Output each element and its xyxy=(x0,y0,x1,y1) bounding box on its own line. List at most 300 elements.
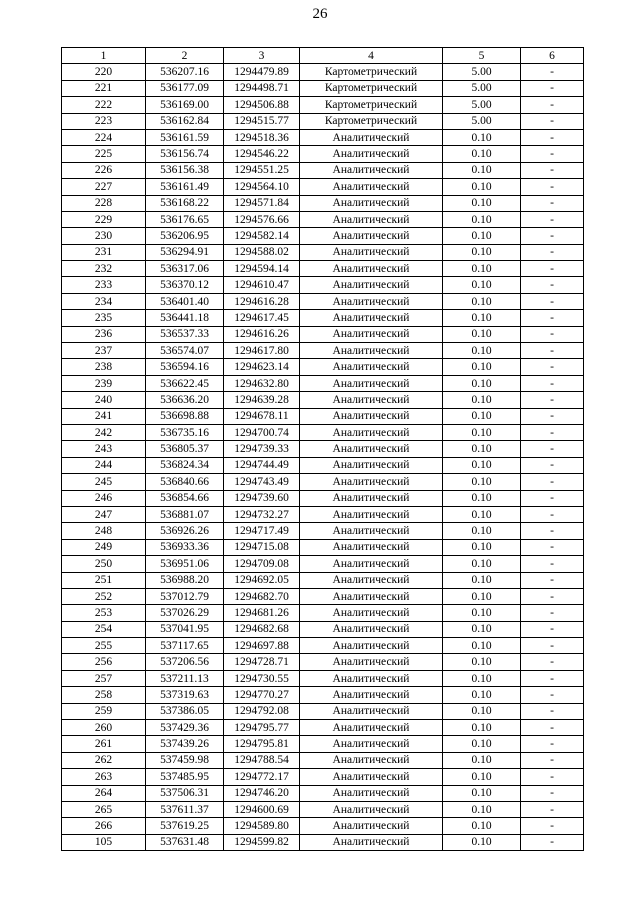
table-row xyxy=(62,556,584,572)
table-cell: 537459.98 xyxy=(146,752,224,768)
table-cell: 537429.36 xyxy=(146,720,224,736)
table-cell: 1294788.54 xyxy=(224,752,300,768)
table-cell: 536169.00 xyxy=(146,97,224,113)
table-cell: 536594.16 xyxy=(146,359,224,375)
table-cell: - xyxy=(521,326,584,342)
table-cell: 243 xyxy=(62,441,146,457)
table-cell: 536206.95 xyxy=(146,228,224,244)
table-cell: 258 xyxy=(62,687,146,703)
table-cell: 0.10 xyxy=(443,375,521,391)
table-cell: 236 xyxy=(62,326,146,342)
table-cell: - xyxy=(521,228,584,244)
table-cell: - xyxy=(521,752,584,768)
table-cell: Аналитический xyxy=(300,375,443,391)
table-cell: 256 xyxy=(62,654,146,670)
table-cell: 537506.31 xyxy=(146,785,224,801)
table-cell: 0.10 xyxy=(443,490,521,506)
table-cell: 251 xyxy=(62,572,146,588)
table-cell: Аналитический xyxy=(300,392,443,408)
table-cell: Аналитический xyxy=(300,424,443,440)
table-cell: 1294515.77 xyxy=(224,113,300,129)
table-cell: 536161.59 xyxy=(146,129,224,145)
table-cell: - xyxy=(521,457,584,473)
table-cell: 0.10 xyxy=(443,162,521,178)
column-header: 4 xyxy=(300,48,443,64)
table-body xyxy=(62,64,584,851)
table-cell: 235 xyxy=(62,310,146,326)
table-cell: 536294.91 xyxy=(146,244,224,260)
column-header: 3 xyxy=(224,48,300,64)
table-row xyxy=(62,720,584,736)
table-cell: - xyxy=(521,375,584,391)
table-cell: - xyxy=(521,720,584,736)
table-cell: 1294616.28 xyxy=(224,293,300,309)
table-cell: 228 xyxy=(62,195,146,211)
table-cell: - xyxy=(521,670,584,686)
table-cell: 1294744.49 xyxy=(224,457,300,473)
table-cell: - xyxy=(521,244,584,260)
table-cell: Аналитический xyxy=(300,621,443,637)
table-cell: 1294594.14 xyxy=(224,261,300,277)
table-row xyxy=(62,490,584,506)
table-cell: 250 xyxy=(62,556,146,572)
table-cell: Аналитический xyxy=(300,523,443,539)
table-cell: 221 xyxy=(62,80,146,96)
table-cell: - xyxy=(521,64,584,80)
table-cell: 536881.07 xyxy=(146,506,224,522)
table-cell: 536988.20 xyxy=(146,572,224,588)
table-cell: - xyxy=(521,113,584,129)
table-cell: 1294700.74 xyxy=(224,424,300,440)
table-cell: 0.10 xyxy=(443,441,521,457)
table-cell: Аналитический xyxy=(300,293,443,309)
table-cell: Аналитический xyxy=(300,129,443,145)
table-row xyxy=(62,310,584,326)
table-cell: 0.10 xyxy=(443,556,521,572)
table-cell: 264 xyxy=(62,785,146,801)
table-cell: 225 xyxy=(62,146,146,162)
table-cell: 1294770.27 xyxy=(224,687,300,703)
table-cell: Аналитический xyxy=(300,506,443,522)
table-cell: 259 xyxy=(62,703,146,719)
table-cell: 0.10 xyxy=(443,310,521,326)
table-row xyxy=(62,769,584,785)
table-cell: 220 xyxy=(62,64,146,80)
table-cell: Аналитический xyxy=(300,441,443,457)
table-cell: 0.10 xyxy=(443,588,521,604)
table-cell: 1294551.25 xyxy=(224,162,300,178)
table-row xyxy=(62,605,584,621)
table-cell: Аналитический xyxy=(300,654,443,670)
table-cell: 1294792.08 xyxy=(224,703,300,719)
table-cell: 237 xyxy=(62,343,146,359)
table-cell: 0.10 xyxy=(443,277,521,293)
table-cell: - xyxy=(521,261,584,277)
table-cell: 255 xyxy=(62,638,146,654)
table-cell: - xyxy=(521,638,584,654)
table-cell: 5.00 xyxy=(443,113,521,129)
table-cell: 233 xyxy=(62,277,146,293)
table-cell: 1294479.89 xyxy=(224,64,300,80)
table-cell: - xyxy=(521,490,584,506)
table-cell: Аналитический xyxy=(300,490,443,506)
table-cell: 536537.33 xyxy=(146,326,224,342)
table-cell: 1294697.88 xyxy=(224,638,300,654)
table-cell: - xyxy=(521,703,584,719)
table-cell: 242 xyxy=(62,424,146,440)
table-cell: Аналитический xyxy=(300,556,443,572)
table-cell: 238 xyxy=(62,359,146,375)
table-cell: 0.10 xyxy=(443,752,521,768)
table-cell: 5.00 xyxy=(443,97,521,113)
table-row xyxy=(62,146,584,162)
table-row xyxy=(62,818,584,834)
table-cell: - xyxy=(521,359,584,375)
table-cell: 261 xyxy=(62,736,146,752)
table-cell: 1294730.55 xyxy=(224,670,300,686)
table-cell: 1294623.14 xyxy=(224,359,300,375)
table-cell: 537012.79 xyxy=(146,588,224,604)
table-row xyxy=(62,129,584,145)
table-cell: 230 xyxy=(62,228,146,244)
table-cell: 0.10 xyxy=(443,228,521,244)
table-cell: 232 xyxy=(62,261,146,277)
table-cell: Аналитический xyxy=(300,818,443,834)
table-cell: 5.00 xyxy=(443,80,521,96)
table-cell: 536176.65 xyxy=(146,211,224,227)
table-cell: Аналитический xyxy=(300,244,443,260)
table-cell: 265 xyxy=(62,801,146,817)
table-cell: 536168.22 xyxy=(146,195,224,211)
table-cell: 536933.36 xyxy=(146,539,224,555)
table-cell: 263 xyxy=(62,769,146,785)
table-cell: 536622.45 xyxy=(146,375,224,391)
table-cell: 227 xyxy=(62,179,146,195)
table-cell: 260 xyxy=(62,720,146,736)
column-header: 2 xyxy=(146,48,224,64)
table-cell: 1294715.08 xyxy=(224,539,300,555)
table-cell: 1294600.69 xyxy=(224,801,300,817)
table-cell: - xyxy=(521,556,584,572)
table-cell: 536317.06 xyxy=(146,261,224,277)
table-cell: 1294709.08 xyxy=(224,556,300,572)
table-cell: Аналитический xyxy=(300,261,443,277)
table-cell: 1294571.84 xyxy=(224,195,300,211)
table-cell: 226 xyxy=(62,162,146,178)
table-cell: 0.10 xyxy=(443,343,521,359)
table-cell: 536162.84 xyxy=(146,113,224,129)
table-cell: Аналитический xyxy=(300,785,443,801)
table-row xyxy=(62,654,584,670)
table-cell: 537386.05 xyxy=(146,703,224,719)
table-cell: 536805.37 xyxy=(146,441,224,457)
table-row xyxy=(62,670,584,686)
table-cell: - xyxy=(521,588,584,604)
table-row xyxy=(62,244,584,260)
table-cell: - xyxy=(521,834,584,850)
table-cell: 537439.26 xyxy=(146,736,224,752)
table-cell: 537631.48 xyxy=(146,834,224,850)
table-row xyxy=(62,457,584,473)
table-cell: 0.10 xyxy=(443,801,521,817)
table-cell: 536574.07 xyxy=(146,343,224,359)
table-cell: - xyxy=(521,343,584,359)
table-cell: 0.10 xyxy=(443,359,521,375)
table-cell: Аналитический xyxy=(300,834,443,850)
table-cell: - xyxy=(521,523,584,539)
table-cell: 537041.95 xyxy=(146,621,224,637)
table-cell: 536177.09 xyxy=(146,80,224,96)
table-cell: 1294582.14 xyxy=(224,228,300,244)
table-row xyxy=(62,277,584,293)
table-cell: - xyxy=(521,621,584,637)
table-cell: Аналитический xyxy=(300,343,443,359)
table-row xyxy=(62,261,584,277)
table-cell: Картометрический xyxy=(300,64,443,80)
table-cell: 266 xyxy=(62,818,146,834)
table-cell: 0.10 xyxy=(443,424,521,440)
table-cell: 537026.29 xyxy=(146,605,224,621)
table-cell: 1294743.49 xyxy=(224,474,300,490)
table-cell: 536824.34 xyxy=(146,457,224,473)
table-cell: 0.10 xyxy=(443,408,521,424)
table-cell: 254 xyxy=(62,621,146,637)
table-row xyxy=(62,228,584,244)
table-cell: 248 xyxy=(62,523,146,539)
table-cell: 536207.16 xyxy=(146,64,224,80)
table-cell: Аналитический xyxy=(300,801,443,817)
table-row xyxy=(62,359,584,375)
table-cell: Аналитический xyxy=(300,146,443,162)
table-cell: Аналитический xyxy=(300,359,443,375)
table-cell: - xyxy=(521,408,584,424)
table-row xyxy=(62,326,584,342)
table-cell: 536735.16 xyxy=(146,424,224,440)
table-cell: - xyxy=(521,785,584,801)
table-cell: Аналитический xyxy=(300,457,443,473)
table-cell: 224 xyxy=(62,129,146,145)
table-cell: - xyxy=(521,195,584,211)
table-cell: 234 xyxy=(62,293,146,309)
table-row xyxy=(62,97,584,113)
table-cell: 537117.65 xyxy=(146,638,224,654)
table-cell: Аналитический xyxy=(300,195,443,211)
table-cell: 1294498.71 xyxy=(224,80,300,96)
table-cell: 536951.06 xyxy=(146,556,224,572)
table-cell: 1294682.70 xyxy=(224,588,300,604)
table-cell: 536926.26 xyxy=(146,523,224,539)
table-cell: - xyxy=(521,146,584,162)
table-row xyxy=(62,687,584,703)
table-cell: 0.10 xyxy=(443,605,521,621)
table-row xyxy=(62,539,584,555)
table-cell: 536401.40 xyxy=(146,293,224,309)
table-cell: 1294518.36 xyxy=(224,129,300,145)
table-cell: - xyxy=(521,818,584,834)
table-cell: 244 xyxy=(62,457,146,473)
table-row xyxy=(62,375,584,391)
table-cell: - xyxy=(521,310,584,326)
table-cell: 1294728.71 xyxy=(224,654,300,670)
table-cell: 1294682.68 xyxy=(224,621,300,637)
table-cell: - xyxy=(521,474,584,490)
table-cell: Аналитический xyxy=(300,638,443,654)
table-cell: 0.10 xyxy=(443,539,521,555)
table-cell: 1294576.66 xyxy=(224,211,300,227)
table-cell: 537211.13 xyxy=(146,670,224,686)
table-cell: 253 xyxy=(62,605,146,621)
table-cell: 0.10 xyxy=(443,506,521,522)
table-cell: Аналитический xyxy=(300,539,443,555)
column-header: 1 xyxy=(62,48,146,64)
table-row xyxy=(62,638,584,654)
table-cell: 1294506.88 xyxy=(224,97,300,113)
table-cell: 536698.88 xyxy=(146,408,224,424)
table-cell: 0.10 xyxy=(443,769,521,785)
table-cell: 1294678.11 xyxy=(224,408,300,424)
table-cell: 0.10 xyxy=(443,523,521,539)
table-cell: 536854.66 xyxy=(146,490,224,506)
table-cell: - xyxy=(521,506,584,522)
table-cell: - xyxy=(521,424,584,440)
table-cell: 537206.56 xyxy=(146,654,224,670)
table-row xyxy=(62,621,584,637)
table-cell: 0.10 xyxy=(443,211,521,227)
table-cell: Аналитический xyxy=(300,605,443,621)
table-row xyxy=(62,506,584,522)
table-cell: 0.10 xyxy=(443,244,521,260)
table-cell: Аналитический xyxy=(300,670,443,686)
table-cell: 0.10 xyxy=(443,687,521,703)
table-cell: 536840.66 xyxy=(146,474,224,490)
table-cell: - xyxy=(521,654,584,670)
table-row xyxy=(62,424,584,440)
table-row xyxy=(62,80,584,96)
table-cell: - xyxy=(521,572,584,588)
table-cell: - xyxy=(521,801,584,817)
table-cell: Аналитический xyxy=(300,769,443,785)
table-cell: Аналитический xyxy=(300,179,443,195)
table-cell: 239 xyxy=(62,375,146,391)
table-cell: 0.10 xyxy=(443,638,521,654)
table-row xyxy=(62,113,584,129)
table-cell: 223 xyxy=(62,113,146,129)
table-cell: 0.10 xyxy=(443,818,521,834)
table-cell: Аналитический xyxy=(300,408,443,424)
table-cell: 0.10 xyxy=(443,392,521,408)
table-cell: - xyxy=(521,179,584,195)
table-cell: Аналитический xyxy=(300,588,443,604)
table-cell: 240 xyxy=(62,392,146,408)
table-row xyxy=(62,64,584,80)
table-cell: - xyxy=(521,736,584,752)
table-cell: Аналитический xyxy=(300,720,443,736)
table-cell: 1294795.81 xyxy=(224,736,300,752)
table-cell: 1294589.80 xyxy=(224,818,300,834)
table-cell: - xyxy=(521,605,584,621)
table-cell: 0.10 xyxy=(443,261,521,277)
table-cell: Аналитический xyxy=(300,736,443,752)
table-cell: 536441.18 xyxy=(146,310,224,326)
table-cell: 1294564.10 xyxy=(224,179,300,195)
table-cell: Аналитический xyxy=(300,310,443,326)
table-cell: Аналитический xyxy=(300,162,443,178)
table-cell: 229 xyxy=(62,211,146,227)
table-cell: 1294739.60 xyxy=(224,490,300,506)
table-cell: 222 xyxy=(62,97,146,113)
table-cell: Аналитический xyxy=(300,752,443,768)
table-row xyxy=(62,736,584,752)
table-row xyxy=(62,703,584,719)
table-cell: 1294599.82 xyxy=(224,834,300,850)
table-cell: Картометрический xyxy=(300,97,443,113)
table-row xyxy=(62,834,584,850)
table-cell: 247 xyxy=(62,506,146,522)
table-cell: 1294739.33 xyxy=(224,441,300,457)
table-cell: 0.10 xyxy=(443,293,521,309)
column-header: 6 xyxy=(521,48,584,64)
table-cell: 262 xyxy=(62,752,146,768)
table-cell: - xyxy=(521,441,584,457)
table-cell: Аналитический xyxy=(300,277,443,293)
table-cell: 1294795.77 xyxy=(224,720,300,736)
table-cell: 246 xyxy=(62,490,146,506)
table-cell: Аналитический xyxy=(300,474,443,490)
table-cell: - xyxy=(521,97,584,113)
table-cell: Картометрический xyxy=(300,113,443,129)
table-cell: 0.10 xyxy=(443,720,521,736)
table-cell: 537611.37 xyxy=(146,801,224,817)
table-cell: 1294588.02 xyxy=(224,244,300,260)
table-cell: 0.10 xyxy=(443,785,521,801)
table-cell: 1294632.80 xyxy=(224,375,300,391)
table-cell: 105 xyxy=(62,834,146,850)
table-cell: 0.10 xyxy=(443,654,521,670)
table-cell: 1294681.26 xyxy=(224,605,300,621)
table-cell: - xyxy=(521,392,584,408)
table-cell: 1294746.20 xyxy=(224,785,300,801)
table-cell: 5.00 xyxy=(443,64,521,80)
table-cell: - xyxy=(521,687,584,703)
table-cell: 536156.74 xyxy=(146,146,224,162)
table-cell: - xyxy=(521,162,584,178)
page-number: 26 xyxy=(312,6,328,22)
table-row xyxy=(62,801,584,817)
table-row xyxy=(62,392,584,408)
table-cell: 537319.63 xyxy=(146,687,224,703)
table-cell: 536370.12 xyxy=(146,277,224,293)
table-row xyxy=(62,474,584,490)
table-cell: 536636.20 xyxy=(146,392,224,408)
table-cell: 1294732.27 xyxy=(224,506,300,522)
table-cell: Аналитический xyxy=(300,211,443,227)
table-cell: 231 xyxy=(62,244,146,260)
table-cell: - xyxy=(521,277,584,293)
table-cell: 1294772.17 xyxy=(224,769,300,785)
table-cell: 536161.49 xyxy=(146,179,224,195)
table-cell: - xyxy=(521,80,584,96)
table-cell: 0.10 xyxy=(443,834,521,850)
table-cell: Аналитический xyxy=(300,326,443,342)
table-cell: 241 xyxy=(62,408,146,424)
table-cell: 0.10 xyxy=(443,146,521,162)
table-row xyxy=(62,785,584,801)
table-cell: 0.10 xyxy=(443,670,521,686)
table-cell: 1294617.80 xyxy=(224,343,300,359)
table-row xyxy=(62,523,584,539)
table-row xyxy=(62,211,584,227)
table-row xyxy=(62,179,584,195)
